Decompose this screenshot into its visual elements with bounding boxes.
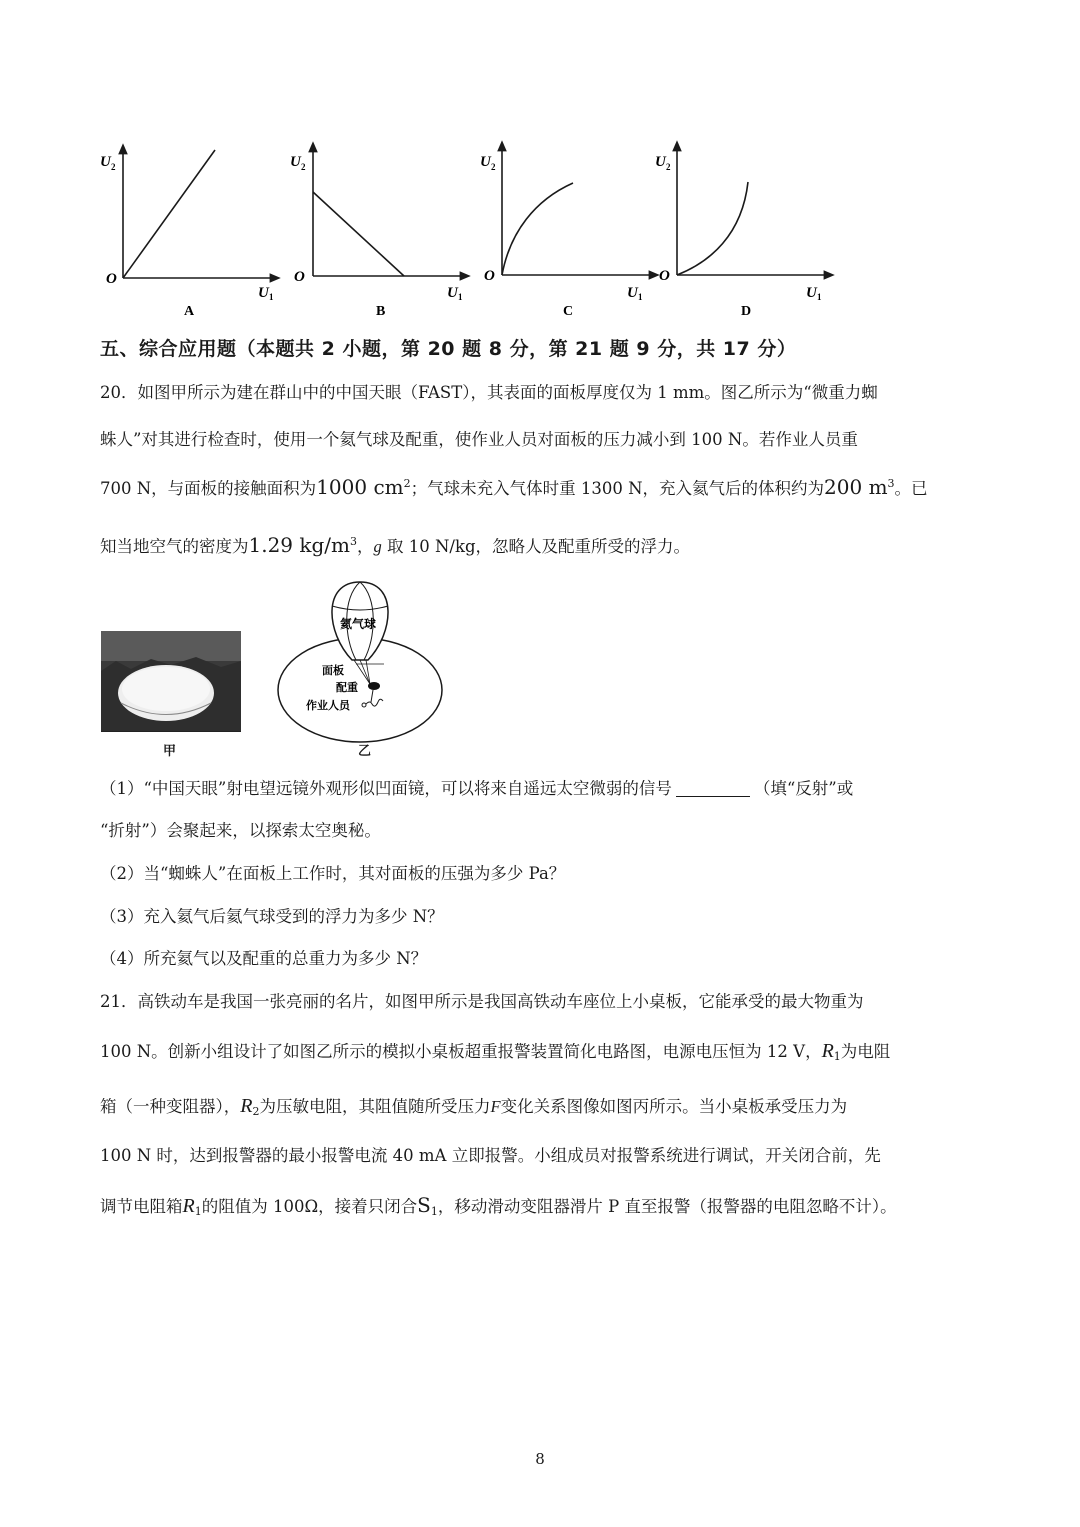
svg-text:2: 2 bbox=[301, 162, 306, 172]
graph-d-ylabel: U bbox=[655, 154, 666, 170]
svg-text:2: 2 bbox=[111, 162, 116, 172]
q20-sub-1: （1）“中国天眼”射电望远镜外观形似凹面镜，可以将来自遥远太空微弱的信号 （填“反射”或 bbox=[100, 779, 854, 798]
graph-b-label: B bbox=[376, 304, 386, 319]
q20-line-3: 700 N，与面板的接触面积为1000 $cm^2$；气球未充入气体时重 1300 N，充入氦气后的体积约为200 $m^3$。已 bbox=[100, 475, 928, 499]
fast-telescope-photo bbox=[101, 631, 241, 732]
q21-line-2: 100 N。创新小组设计了如图乙所示的模拟小桌板超重报警装置简化电路图，电源电压恒为 12 V，$R_1$为电阻 bbox=[100, 1040, 891, 1063]
graph-a-origin: O bbox=[106, 271, 117, 287]
q20-line-4: 知当地空气的密度为1.29 $kg/m^3$，g 取 10 N/kg，忽略人及配重所受的浮力。 bbox=[100, 533, 691, 557]
section-title: 五、综合应用题（本题共 2 小题，第 20 题 8 分，第 21 题 9 分，共 17 分） bbox=[100, 338, 797, 360]
graph-b-origin: O bbox=[294, 269, 305, 285]
svg-text:1: 1 bbox=[269, 292, 274, 302]
q20-sub-3: （3）充入氦气后氦气球受到的浮力为多少 N？ bbox=[100, 907, 444, 926]
q21-line-4: 100 N 时，达到报警器的最小报警电流 40 mA 立即报警。小组成员对报警系统进行调试，开关闭合前，先 bbox=[100, 1146, 881, 1165]
graph-b-curve bbox=[313, 192, 404, 276]
graph-a-curve bbox=[123, 150, 215, 278]
contact-area: 1000 cm bbox=[316, 475, 404, 499]
graph-c-ylabel: U bbox=[480, 154, 491, 170]
graph-c-origin: O bbox=[484, 268, 495, 284]
q20-sub-2: （2）当“蜘蛛人”在面板上工作时，其对面板的压强为多少 Pa？ bbox=[100, 864, 566, 883]
q21-line-3: 箱（一种变阻器），$R_2$为压敏电阻，其阻值随所受压力F变化关系图像如图丙所示。当小桌板承受压力为 bbox=[100, 1095, 848, 1118]
q21-line-1: 21．高铁动车是我国一张亮丽的名片，如图甲所示是我国高铁动车座位上小桌板，它能承受的最大物重为 bbox=[100, 992, 864, 1011]
graph-c-label: C bbox=[563, 304, 574, 319]
graph-d bbox=[655, 145, 830, 319]
svg-text:1: 1 bbox=[817, 292, 822, 302]
graph-c-xlabel: U bbox=[627, 285, 638, 301]
q20-sub-1-cont: “折射”）会聚起来，以探索太空奥秘。 bbox=[100, 821, 381, 840]
graph-d-origin: O bbox=[659, 268, 670, 284]
balloon-volume: 200 m bbox=[824, 475, 888, 499]
label-panel: 面板 bbox=[322, 665, 344, 677]
graph-a bbox=[100, 148, 276, 319]
label-weight: 配重 bbox=[336, 682, 358, 694]
svg-text:2: 2 bbox=[491, 162, 496, 172]
page-number: 8 bbox=[535, 1450, 545, 1468]
graph-a-xlabel: U bbox=[258, 285, 269, 301]
svg-text:1: 1 bbox=[458, 292, 463, 302]
graph-d-label: D bbox=[741, 304, 752, 319]
svg-text:1: 1 bbox=[638, 292, 643, 302]
graph-a-ylabel: U bbox=[100, 154, 111, 170]
q20-line-2: 蛛人”对其进行检查时，使用一个氦气球及配重，使作业人员对面板的压力减小到 100 N。若作业人员重 bbox=[100, 430, 858, 449]
label-worker: 作业人员 bbox=[306, 700, 350, 712]
graph-d-curve bbox=[677, 182, 748, 275]
answer-graphs bbox=[0, 0, 1080, 330]
graph-c-curve bbox=[502, 183, 573, 275]
figure-caption-yi: 乙 bbox=[358, 744, 372, 759]
graph-b-ylabel: U bbox=[290, 154, 301, 170]
q21-line-5: 调节电阻箱$R_1$的阻值为 100Ω，接着只闭合$S_1$，移动滑动变阻器滑片 P 直至报警（报警器的电阻忽略不计）。 bbox=[100, 1193, 897, 1218]
q20-line-1: 20．如图甲所示为建在群山中的中国天眼（FAST），其表面的面板厚度仅为 1 mm。图乙所示为“微重力蜘 bbox=[100, 383, 878, 402]
figure-caption-jia: 甲 bbox=[163, 744, 177, 759]
q20-sub-4: （4）所充氦气以及配重的总重力为多少 N？ bbox=[100, 949, 428, 968]
graph-d-xlabel: U bbox=[806, 285, 817, 301]
answer-blank[interactable] bbox=[676, 780, 750, 797]
graph-c bbox=[480, 145, 655, 319]
graph-b bbox=[290, 146, 466, 319]
svg-text:2: 2 bbox=[666, 162, 671, 172]
balloon-diagram bbox=[270, 578, 450, 753]
graph-a-label: A bbox=[184, 304, 195, 319]
graph-b-xlabel: U bbox=[447, 285, 458, 301]
label-balloon: 氦气球 bbox=[340, 617, 377, 631]
air-density: 1.29 kg/m bbox=[248, 533, 351, 557]
